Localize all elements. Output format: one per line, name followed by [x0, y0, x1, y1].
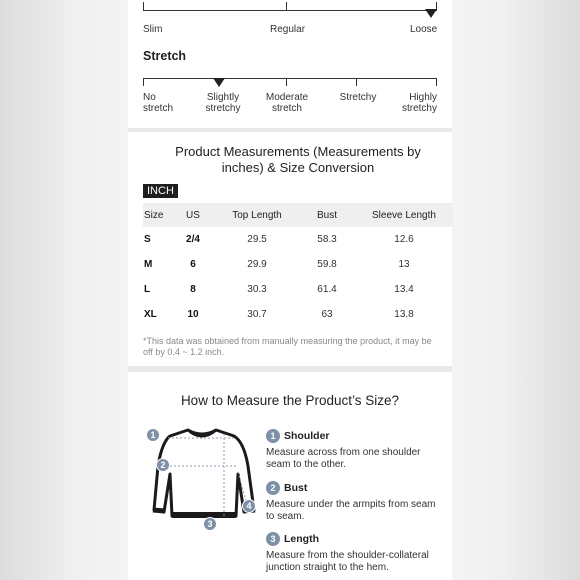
cell-top-length: 29.9 [247, 259, 267, 270]
cell-top-length: 29.5 [247, 234, 267, 245]
marker-1 [147, 429, 160, 442]
sweatshirt-figure [144, 426, 260, 532]
cell-size: S [144, 234, 151, 245]
marker-3 [204, 518, 217, 531]
cell-sleeve-length: 13.4 [394, 284, 414, 295]
header-us: US [171, 203, 215, 227]
background-left [0, 0, 128, 580]
cell-bust: 58.3 [317, 234, 337, 245]
table-row [143, 277, 453, 302]
how-to-measure-panel [128, 372, 452, 580]
step-description: Measure from the shoulder-collateral junction straight to the hem. [266, 550, 429, 573]
fit-label-regular: Regular [270, 24, 306, 35]
cell-sleeve-length: 13 [398, 259, 410, 270]
stretch-title: Stretch [143, 49, 187, 63]
step-title: Shoulder [284, 430, 330, 442]
step-description: Measure under the armpits from seam to seam. [266, 499, 436, 522]
sweatshirt-icon [144, 426, 260, 532]
stretch-label-stretchy: Stretchy [339, 92, 377, 103]
marker-2 [157, 459, 170, 472]
background-right [452, 0, 580, 580]
header-top-length: Top Length [215, 203, 299, 227]
cell-top-length: 30.7 [247, 309, 267, 320]
fit-stretch-panel [128, 0, 452, 128]
measurements-panel [128, 132, 452, 366]
header-size: Size [143, 203, 171, 227]
cell-bust: 59.8 [317, 259, 337, 270]
fit-scale-line [143, 10, 437, 11]
table-row [143, 302, 453, 327]
header-bust: Bust [299, 203, 355, 227]
table-row [143, 252, 453, 277]
stretch-scale [143, 68, 437, 118]
step-number-badge: 3 [266, 532, 280, 546]
cell-sleeve-length: 12.6 [394, 234, 414, 245]
stretch-scale-line [143, 78, 437, 79]
marker-4 [243, 500, 256, 513]
unit-badge: INCH [143, 184, 178, 198]
stretch-label-no: No stretch [143, 92, 174, 114]
step-bust [266, 481, 446, 523]
cell-size: M [144, 259, 153, 270]
stretch-tick-5 [436, 78, 437, 86]
stretch-tick-1 [143, 78, 144, 86]
cell-us: 6 [190, 259, 196, 270]
cell-us: 10 [187, 309, 199, 320]
cell-bust: 61.4 [317, 284, 337, 295]
marker-4-label: 4 [246, 501, 252, 511]
fit-selected-marker [425, 9, 437, 18]
cell-sleeve-length: 13.8 [394, 309, 414, 320]
fit-scale [143, 0, 437, 40]
stretch-label-highly: Highly stretchy [401, 92, 437, 114]
header-sleeve-length: Sleeve Length [355, 203, 453, 227]
marker-1-label: 1 [150, 430, 156, 440]
stretch-tick-3 [286, 78, 287, 86]
step-length [266, 532, 446, 574]
step-title: Length [284, 533, 319, 545]
size-table [143, 203, 453, 327]
stretch-tick-4 [356, 78, 357, 86]
cell-us: 8 [190, 284, 196, 295]
stretch-label-moderate: Moderate stretch [265, 92, 309, 114]
cell-size: XL [144, 309, 157, 320]
fit-tick-regular [286, 2, 287, 10]
marker-3-label: 3 [207, 519, 213, 529]
cell-bust: 63 [321, 309, 333, 320]
step-number-badge: 2 [266, 481, 280, 495]
table-header-row [143, 203, 453, 227]
how-to-measure-title: How to Measure the Product’s Size? [180, 393, 400, 408]
cell-us: 2/4 [186, 234, 200, 245]
fit-tick-slim [143, 2, 144, 10]
step-number-badge: 1 [266, 429, 280, 443]
fit-label-slim: Slim [143, 24, 163, 35]
cell-top-length: 30.3 [247, 284, 267, 295]
marker-2-label: 2 [160, 460, 166, 470]
cell-size: L [144, 284, 151, 295]
step-description: Measure across from one shoulder seam to the other. [266, 447, 421, 470]
measurements-title: Product Measurements (Measurements by inches) & Size Conversion [175, 144, 421, 175]
fit-label-loose: Loose [410, 24, 438, 35]
step-shoulder [266, 429, 446, 471]
stretch-selected-marker [213, 78, 225, 87]
step-title: Bust [284, 482, 308, 494]
stretch-label-slightly: Slightly stretchy [205, 92, 241, 114]
measurement-note: *This data was obtained from manually measuring the product, it may be off by 0.4 ~ 1.2 inch. [143, 336, 432, 357]
table-row [143, 227, 453, 252]
